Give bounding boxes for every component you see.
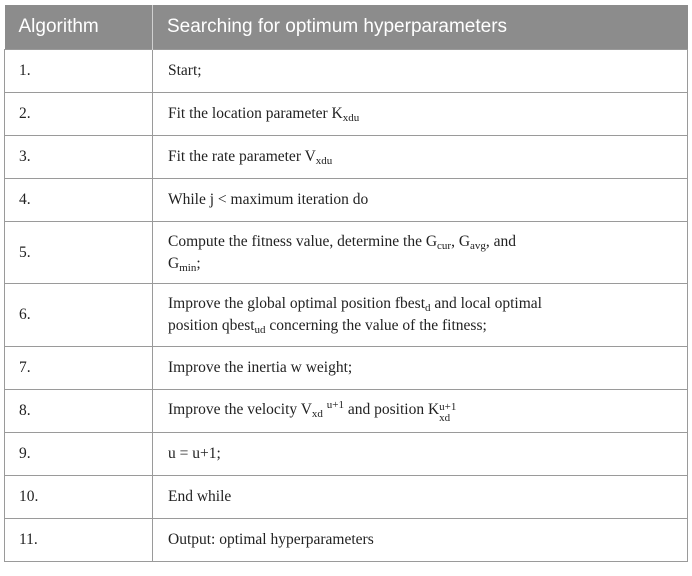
row-step: Output: optimal hyperparameters [153, 519, 688, 562]
step-subscript: ud [254, 324, 266, 336]
row-number: 5. [5, 222, 153, 284]
step-text: , and [485, 232, 517, 250]
step-subscript: d [425, 302, 431, 314]
step-text: Compute the fitness value, determine the G [168, 232, 438, 250]
header-algorithm: Algorithm [5, 5, 153, 50]
step-subscript: avg [470, 239, 486, 252]
row-step: Start; [153, 50, 688, 93]
step-subscript: min [179, 261, 197, 274]
header-searching: Searching for optimum hyperparameters [153, 5, 688, 50]
row-number: 9. [5, 433, 153, 476]
row-step: End while [153, 476, 688, 519]
row-number: 4. [5, 179, 153, 222]
table-row [5, 476, 688, 519]
row-number: 1. [5, 50, 153, 93]
row-step [153, 284, 688, 347]
step-text: concerning the value of the fitness; [265, 317, 487, 334]
step-text: Fit the location parameter K [168, 105, 343, 122]
table-row [5, 93, 688, 136]
step-text: ; [196, 254, 201, 272]
table-row [5, 433, 688, 476]
row-step: u = u+1; [153, 433, 688, 476]
row-number: 8. [5, 390, 153, 433]
table-row [5, 179, 688, 222]
step-text: and position K [344, 400, 440, 418]
table-row [5, 519, 688, 562]
step-superscript: u+1 [439, 400, 457, 413]
step-text: Fit the rate parameter V [168, 148, 316, 165]
step-superscript: u+1 [326, 398, 345, 411]
table-row [5, 390, 688, 433]
step-subscript: xdu [342, 112, 360, 124]
row-number: 11. [5, 519, 153, 562]
row-number: 10. [5, 476, 153, 519]
table-header-row [5, 5, 688, 50]
row-step [153, 390, 688, 433]
table-row [5, 50, 688, 93]
step-text: G [168, 254, 180, 272]
step-subscript: cur [437, 239, 452, 252]
table-row [5, 222, 688, 284]
step-subscript: xdu [315, 155, 333, 167]
step-subscript: xd [311, 407, 323, 420]
table-row [5, 136, 688, 179]
row-number: 7. [5, 347, 153, 390]
table-row [5, 284, 688, 347]
algorithm-table [4, 5, 688, 562]
step-subscript: xd [439, 411, 451, 424]
step-subsup [439, 402, 456, 424]
table-row [5, 347, 688, 390]
step-text: Improve the global optimal position fbest [168, 295, 425, 312]
row-number: 2. [5, 93, 153, 136]
step-text: and local optimal [430, 295, 542, 312]
row-step [153, 136, 688, 179]
row-number: 6. [5, 284, 153, 347]
row-step: While j < maximum iteration do [153, 179, 688, 222]
row-step [153, 93, 688, 136]
step-text: Improve the velocity V [168, 400, 312, 418]
row-step [153, 222, 688, 284]
step-text: position qbest [168, 317, 255, 334]
step-text: , G [451, 232, 471, 250]
row-number: 3. [5, 136, 153, 179]
row-step: Improve the inertia w weight; [153, 347, 688, 390]
